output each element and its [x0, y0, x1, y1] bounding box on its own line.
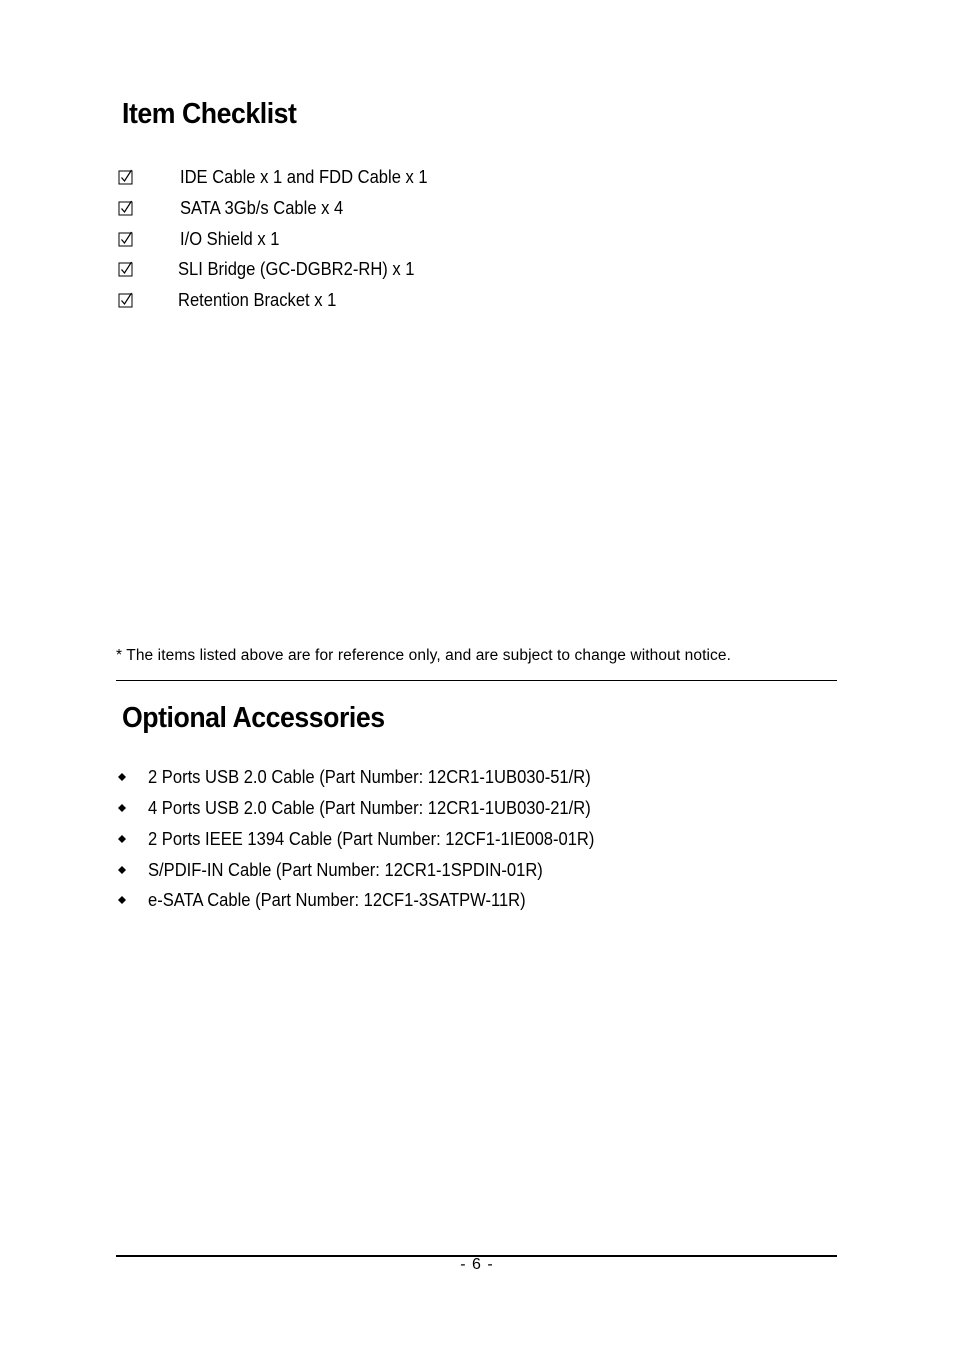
diamond-bullet-icon [118, 866, 126, 874]
disclaimer-note: * The items listed above are for reference only, and are subject to change without notice. [116, 647, 731, 664]
accessory-item-label: 4 Ports USB 2.0 Cable (Part Number: 12CR1-1UB030-21/R) [148, 798, 591, 818]
checklist-item [118, 256, 818, 282]
checklist-item-label: SLI Bridge (GC-DGBR2-RH) x 1 [178, 258, 415, 279]
accessory-item [116, 826, 816, 852]
checked-box-icon [118, 261, 134, 277]
checklist-item-label: SATA 3Gb/s Cable x 4 [180, 197, 344, 218]
diamond-bullet-icon [118, 896, 126, 904]
checklist-item [118, 226, 818, 252]
diamond-bullet-icon [118, 835, 126, 843]
checklist-title: Item Checklist [122, 98, 297, 130]
accessory-item [116, 887, 816, 913]
diamond-bullet-icon [118, 804, 126, 812]
accessory-item-label: e-SATA Cable (Part Number: 12CF1-3SATPW-11R) [148, 890, 526, 910]
diamond-bullet-icon [118, 773, 126, 781]
section-divider [116, 680, 837, 681]
accessory-item [116, 857, 816, 883]
checklist-item [118, 287, 818, 313]
checklist-item-label: IDE Cable x 1 and FDD Cable x 1 [180, 166, 428, 187]
checked-box-icon [118, 200, 134, 216]
checklist-item-label: Retention Bracket x 1 [178, 289, 337, 310]
optional-accessories-title: Optional Accessories [122, 702, 385, 734]
checked-box-icon [118, 292, 134, 308]
accessory-item-label: 2 Ports IEEE 1394 Cable (Part Number: 12CF1-1IE008-01R) [148, 829, 595, 849]
accessory-item [116, 764, 816, 790]
accessory-item [116, 795, 816, 821]
checked-box-icon [118, 169, 134, 185]
checklist-item [118, 164, 818, 190]
checklist-item-label: I/O Shield x 1 [180, 228, 280, 249]
accessory-item-label: S/PDIF-IN Cable (Part Number: 12CR1-1SPDIN-01R) [148, 860, 543, 880]
checklist-item [118, 195, 818, 221]
checked-box-icon [118, 231, 134, 247]
accessory-item-label: 2 Ports USB 2.0 Cable (Part Number: 12CR1-1UB030-51/R) [148, 767, 591, 787]
page-number: - 6 - [460, 1256, 494, 1273]
